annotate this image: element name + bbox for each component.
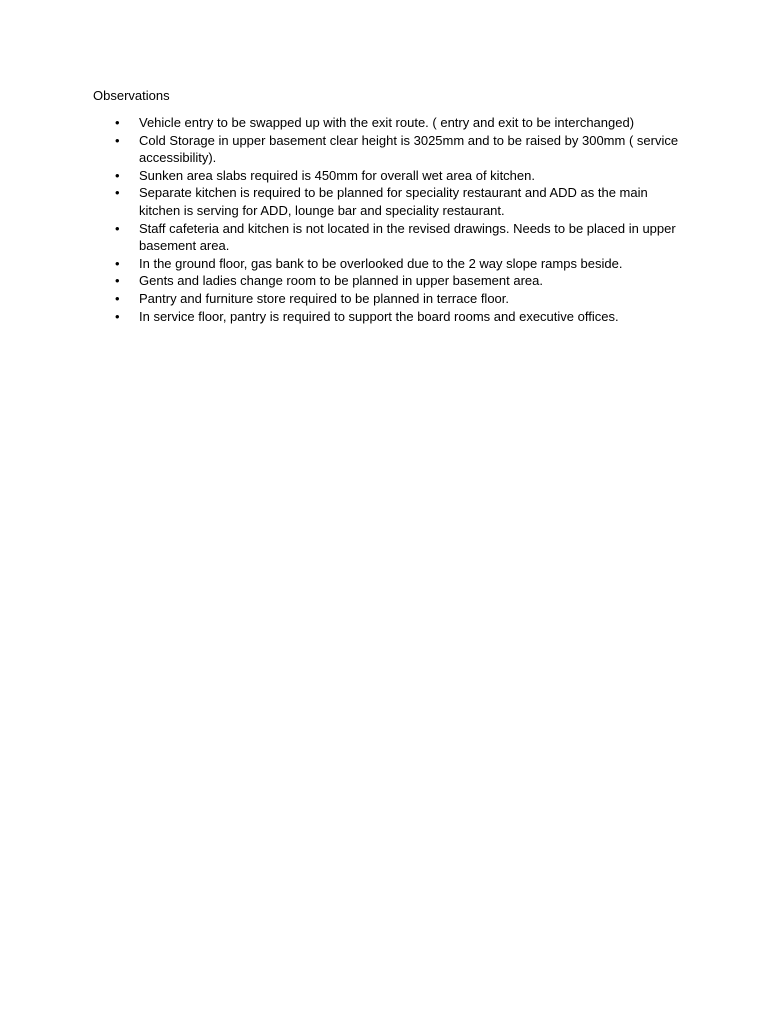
list-item [0,220,684,255]
list-item [0,255,684,273]
document-heading: Observations [93,88,170,103]
bullet-icon: • [115,290,120,306]
list-item [0,167,684,185]
list-item-text: Sunken area slabs required is 450mm for overall wet area of kitchen. [139,167,535,183]
bullet-icon: • [115,273,120,289]
list-item-text: Staff cafeteria and kitchen is not located in the revised drawings. Needs to be placed in upper basement area. [139,220,676,254]
bullet-icon: • [115,255,120,271]
bullet-icon: • [115,185,120,201]
list-item-text: Separate kitchen is required to be planned for speciality restaurant and ADD as the main kitchen is serving for ADD, lounge bar and speciality restaurant. [139,185,648,218]
list-item-text: In service floor, pantry is required to support the board rooms and executive offices. [139,308,619,324]
list-item [0,272,684,290]
bullet-icon: • [115,132,120,148]
list-item [0,132,684,167]
bullet-icon: • [115,220,120,236]
list-item [0,290,684,308]
bullet-icon: • [115,167,120,183]
observations-list [0,114,768,325]
list-item-text: Gents and ladies change room to be planned in upper basement area. [139,273,543,289]
list-item-text: Pantry and furniture store required to be planned in terrace floor. [139,290,509,306]
list-item-text: Vehicle entry to be swapped up with the exit route. ( entry and exit to be interchanged) [139,115,635,130]
list-item [0,308,684,326]
bullet-icon: • [115,115,120,130]
list-item [0,114,684,132]
list-item [0,184,684,219]
bullet-icon: • [115,308,120,324]
list-item-text: Cold Storage in upper basement clear height is 3025mm and to be raised by 300mm ( service accessibility). [139,132,679,166]
list-item-text: In the ground floor, gas bank to be overlooked due to the 2 way slope ramps beside. [139,255,623,271]
